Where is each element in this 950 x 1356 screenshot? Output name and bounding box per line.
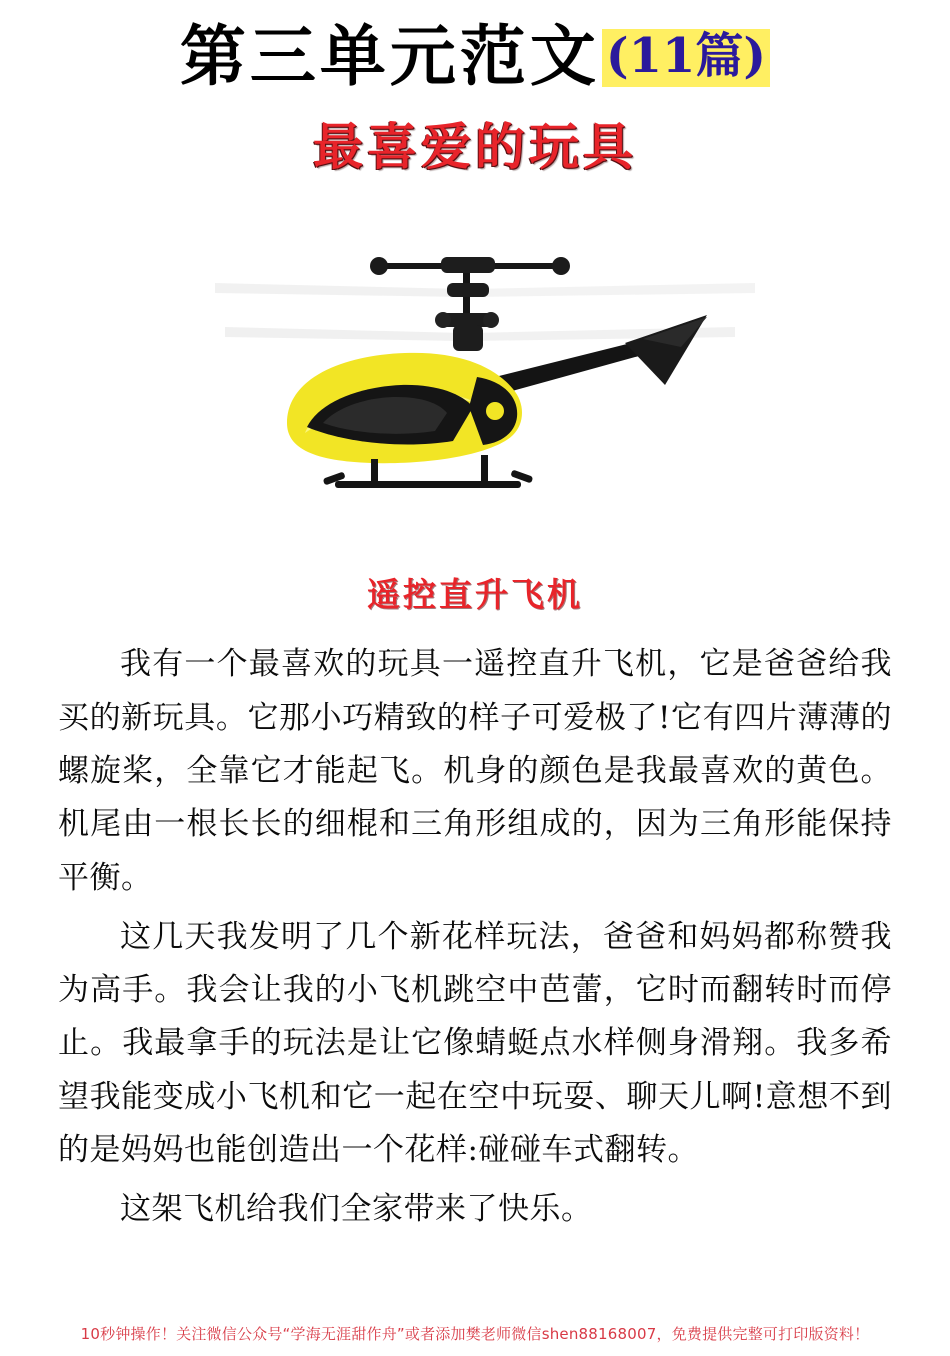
- paragraph: 我有一个最喜欢的玩具一遥控直升飞机，它是爸爸给我买的新玩具。它那小巧精致的样子可爱极了!它有四片薄薄的螺旋桨，全靠它才能起飞。机身的颜色是我最喜欢的黄色。机尾由一根长长的细棍和三角形组成的，因为三角形能保持平衡。: [58, 646, 892, 896]
- paragraph: 这几天我发明了几个新花样玩法，爸爸和妈妈都称赞我为高手。我会让我的小飞机跳空中芭蕾，它时而翻转时而停止。我最拿手的玩法是让它像蜻蜓点水样侧身滑翔。我多希望我能变成小飞机和它一起在空中玩耍、聊天儿啊!意想不到的是妈妈也能创造出一个花样:碰碰车式翻转。: [58, 918, 892, 1169]
- paragraph: 这架飞机给我们全家带来了快乐。: [120, 1191, 593, 1228]
- title-line: [0, 17, 950, 95]
- helicopter-icon: [195, 227, 755, 547]
- page-header: [0, 0, 950, 179]
- page-subtitle: 最喜爱的玩具: [313, 117, 637, 177]
- count-badge: (11篇): [602, 29, 770, 87]
- helicopter-figure: [195, 227, 755, 547]
- essay-body: [58, 638, 892, 1236]
- page-title: 第三单元范文: [179, 17, 600, 95]
- footer-promo-text: 10秒钟操作！关注微信公众号“学海无涯甜作舟”或者添加樊老师微信shen88168007，免费提供完整可打印版资料！: [80, 1325, 870, 1343]
- figure-caption: 遥控直升飞机: [367, 575, 583, 615]
